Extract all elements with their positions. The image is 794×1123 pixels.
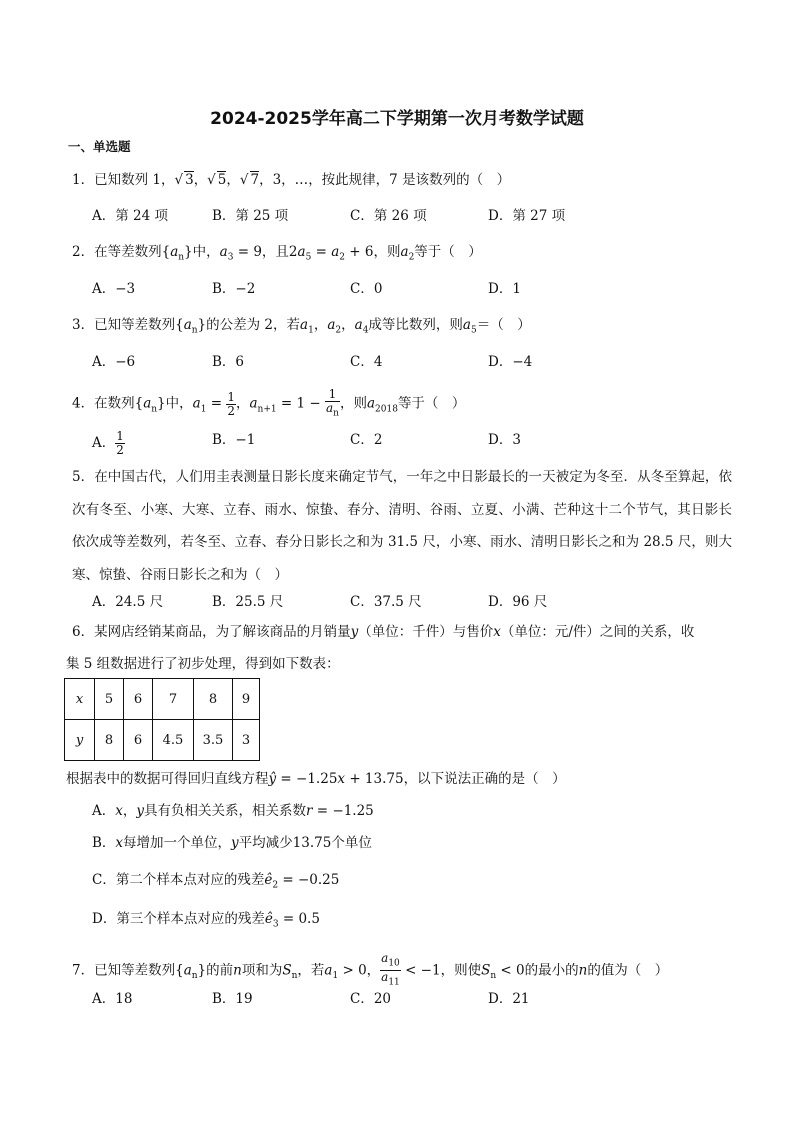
question-6-stem: 6．某网店经销某商品，为了解该商品的月销量y（单位：千件）与售价x（单位：元/件）之间的关系，收 bbox=[72, 624, 695, 640]
question-6-stem-line2: 集 5 组数据进行了初步处理，得到如下数表： bbox=[66, 656, 340, 672]
q6-option-d: D．第三个样本点对应的残差$ê_3 = 0.5$ bbox=[92, 911, 320, 930]
q2-option-a: A．−3 bbox=[92, 281, 136, 297]
table-cell: 7 bbox=[153, 679, 194, 720]
question-4-stem: 4．在数列$\{a_n\}$中，$a_1$ = $\frac{1}{2}$ ，$a_{n+1} = 1$ − $\frac{1}{a_n}$ ，则$a_{2018}$等于（ ） bbox=[72, 387, 466, 419]
q7-option-a: A．18 bbox=[92, 991, 133, 1007]
q1-option-b: B．第 25 项 bbox=[212, 208, 289, 224]
q2-option-b: B．−2 bbox=[212, 281, 256, 297]
table-cell: 5 bbox=[95, 679, 124, 720]
question-6-regression-line: 根据表中的数据可得回归直线方程ŷ = −1.25x + 13.75，以下说法正确的是（ ） bbox=[66, 771, 566, 787]
q7-option-b: B．19 bbox=[212, 991, 253, 1007]
q4-option-a: A． $\frac{1}{2}$ bbox=[92, 429, 124, 457]
q3-option-a: A．−6 bbox=[92, 354, 136, 370]
q6-option-b: B．x每增加一个单位，y平均减少13.75个单位 bbox=[92, 835, 372, 851]
q7-option-c: C．20 bbox=[350, 991, 392, 1007]
table-cell: 9 bbox=[233, 679, 260, 720]
q1-option-a: A．第 24 项 bbox=[92, 208, 169, 224]
question-7-stem: 7．已知等差数列$\{a_n\}$的前n项和为$S_n$，若$a_1 > 0$， $\frac{a_{10}}{a_{11}}$ < −1，则使$S_n < 0$的最小的n的值为（ ） bbox=[72, 951, 669, 988]
table-cell: 6 bbox=[124, 720, 153, 761]
table-row bbox=[65, 679, 260, 720]
table-cell: 8 bbox=[194, 679, 233, 720]
q5-option-b: B．25.5 尺 bbox=[212, 594, 284, 610]
q5-option-c: C．37.5 尺 bbox=[350, 594, 422, 610]
q5-option-d: D．96 尺 bbox=[488, 594, 548, 610]
q3-option-d: D．−4 bbox=[488, 354, 533, 370]
q4-option-b: B．−1 bbox=[212, 432, 256, 448]
q1-option-d: D．第 27 项 bbox=[488, 208, 566, 224]
q3-option-b: B．6 bbox=[212, 354, 245, 370]
table-cell: 3.5 bbox=[194, 720, 233, 761]
q3-option-c: C．4 bbox=[350, 354, 383, 370]
question-2-stem: 2．在等差数列$\{a_n\}$中，$a_3 = 9$，且$2a_5 = a_2 + 6$，则$a_2$等于（ ） bbox=[72, 244, 482, 263]
q5-option-a: A．24.5 尺 bbox=[92, 594, 164, 610]
q4-option-c: C．2 bbox=[350, 432, 383, 448]
q6-option-c: C．第二个样本点对应的残差$ê_2 = -0.25$ bbox=[92, 872, 340, 891]
table-header-y: y bbox=[65, 720, 95, 761]
table-row bbox=[65, 720, 260, 761]
q7-option-d: D．21 bbox=[488, 991, 530, 1007]
table-cell: 4.5 bbox=[153, 720, 194, 761]
question-3-stem: 3．已知等差数列$\{a_n\}$的公差为 2，若$a_1$，$a_2$，$a_4$成等比数列，则$a_5=$（ ） bbox=[72, 317, 531, 336]
table-cell: 6 bbox=[124, 679, 153, 720]
table-cell: 8 bbox=[95, 720, 124, 761]
question-1-stem: 1．已知数列 1，√ 3，√ 5，√ 7，3，…，按此规律，7 是该数列的（ ） bbox=[72, 172, 511, 188]
table-cell: 3 bbox=[233, 720, 260, 761]
q2-option-d: D．1 bbox=[488, 281, 521, 297]
page-title: 2024-2025学年高二下学期第一次月考数学试题 bbox=[210, 109, 584, 129]
q2-option-c: C．0 bbox=[350, 281, 383, 297]
q1-sequence-terms: √ 3，√ 5，√ 7，3，… bbox=[174, 172, 309, 188]
section-heading: 一、单选题 bbox=[68, 139, 131, 154]
q4-option-d: D．3 bbox=[488, 432, 521, 448]
q1-option-c: C．第 26 项 bbox=[350, 208, 427, 224]
table-header-x: x bbox=[65, 679, 95, 720]
q6-option-a: A．x，y具有负相关关系，相关系数r = −1.25 bbox=[92, 803, 374, 819]
question-5-stem: 5．在中国古代，人们用圭表测量日影长度来确定节气，一年之中日影最长的一天被定为冬至．从冬至算起，依次有冬至、小寒、大寒、立春、雨水、惊蛰、春分、清明、谷雨、立夏、小满、芒种这十二个节气，其日影长依次成等差数列，若冬至、立春、春分日影长之和为 31.5 尺，小寒、雨水、清明日影长之和为 28.5 尺，则大寒、惊蛰、谷雨日影长之和为（ ） bbox=[72, 469, 732, 583]
data-table bbox=[64, 678, 260, 761]
